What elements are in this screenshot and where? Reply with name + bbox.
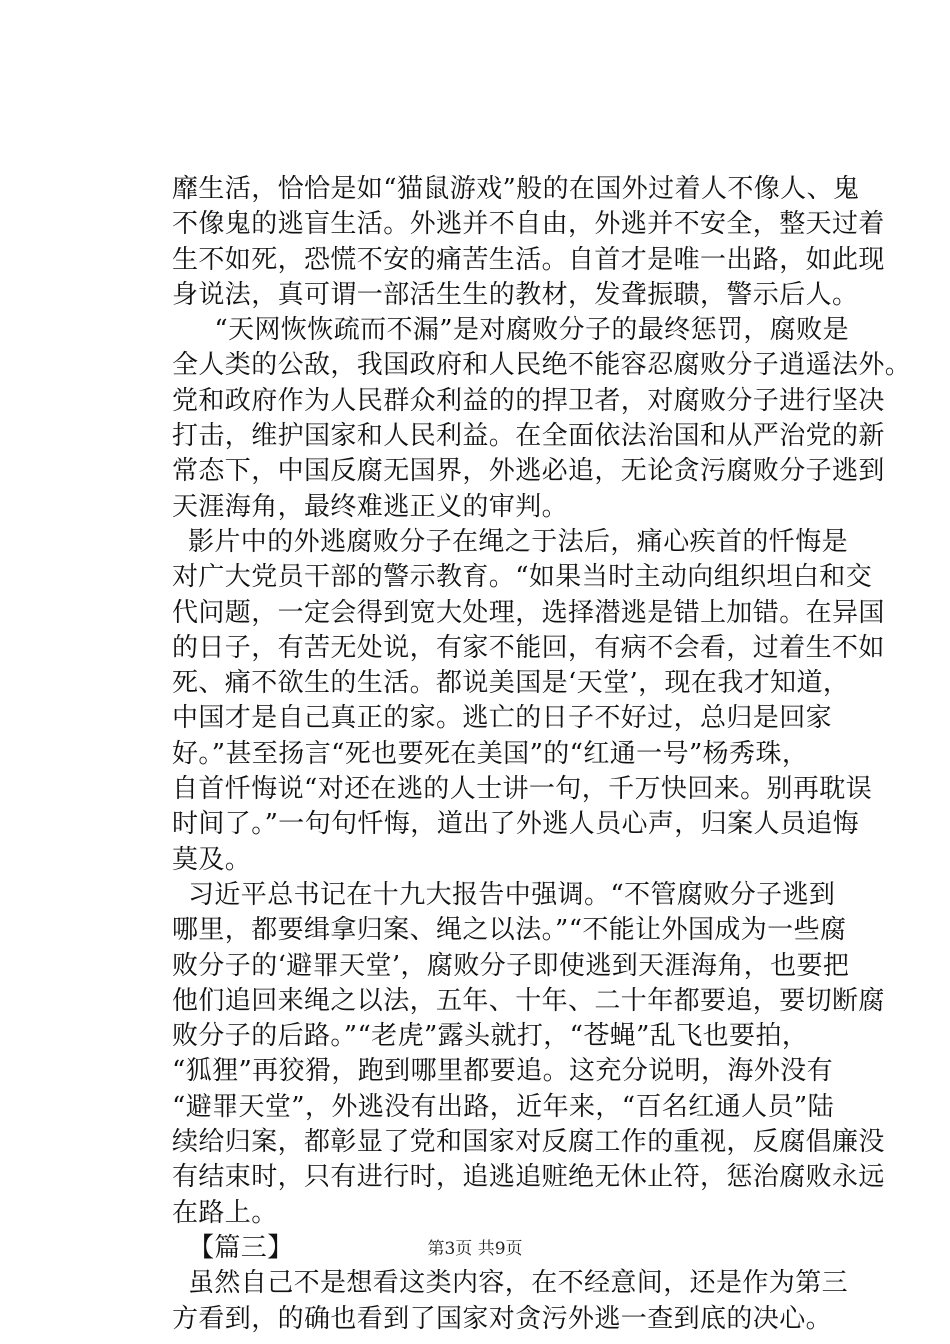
text-line: 自首忏悔说“对还在逃的人士讲一句，千万快回来。别再耽误 bbox=[172, 774, 873, 805]
text-line: 方看到，的确也看到了国家对贪污外逃一查到底的决心。 bbox=[172, 1303, 833, 1334]
text-line: 哪里，都要缉拿归案、绳之以法。”“不能让外国成为一些腐 bbox=[172, 915, 847, 946]
text-line: 的日子，有苦无处说，有家不能回，有病不会看，过着生不如 bbox=[172, 632, 885, 663]
text-line: 时间了。”一句句忏悔，道出了外逃人员心声，归案人员追悔 bbox=[172, 809, 860, 840]
text-line: 全人类的公敌，我国政府和人民绝不能容忍腐败分子逍遥法外。 bbox=[172, 350, 912, 381]
text-line: 对广大党员干部的警示教育。“如果当时主动向组织坦白和交 bbox=[172, 562, 873, 593]
text-line: 身说法，真可谓一部活生生的教材，发聋振聩，警示后人。 bbox=[172, 279, 859, 310]
text-line: “狐狸”再狡猾，跑到哪里都要追。这充分说明，海外没有 bbox=[172, 1056, 833, 1087]
text-line: 代问题，一定会得到宽大处理，选择潜逃是错上加错。在异国 bbox=[172, 597, 885, 628]
text-line: 靡生活，恰恰是如“猫鼠游戏”般的在国外过着人不像人、鬼 bbox=[172, 174, 860, 204]
text-line: 打击，维护国家和人民利益。在全面依法治国和从严治党的新 bbox=[172, 421, 885, 452]
text-line: 虽然自己不是想看这类内容，在不经意间，还是作为第三 bbox=[188, 1268, 849, 1299]
text-line: 他们追回来绳之以法，五年、十年、二十年都要追，要切断腐 bbox=[172, 985, 885, 1016]
text-line: 天涯海角，最终难逃正义的审判。 bbox=[172, 491, 569, 522]
text-line: 中国才是自己真正的家。逃亡的日子不好过，总归是回家 bbox=[172, 703, 833, 734]
text-line: 败分子的后路。”“老虎”露头就打，“苍蝇”乱飞也要拍， bbox=[172, 1021, 809, 1052]
text-line: 有结束时，只有进行时，追逃追赃绝无休止符，惩治腐败永远 bbox=[172, 1162, 885, 1193]
text-line: “天网恢恢疏而不漏”是对腐败分子的最终惩罚，腐败是 bbox=[188, 315, 849, 346]
text-line: 在路上。 bbox=[172, 1197, 278, 1228]
text-line: 常态下，中国反腐无国界，外逃必追，无论贪污腐败分子逃到 bbox=[172, 456, 885, 487]
section-heading: 【篇三】 bbox=[188, 1232, 294, 1263]
text-line: 好。”甚至扬言“死也要死在美国”的“红通一号”杨秀珠， bbox=[172, 738, 809, 769]
text-line: 习近平总书记在十九大报告中强调。“不管腐败分子逃到 bbox=[188, 879, 836, 910]
text-line: 莫及。 bbox=[172, 844, 252, 875]
document-body bbox=[172, 172, 912, 1337]
text-line: 党和政府作为人民群众利益的的捍卫者，对腐败分子进行坚决 bbox=[172, 385, 885, 416]
text-line: 败分子的‘避罪天堂’，腐败分子即使逃到天涯海角，也要把 bbox=[172, 950, 850, 981]
text-line: 死、痛不欲生的生活。都说美国是‘天堂’，现在我才知道， bbox=[172, 668, 850, 699]
text-line: 续给归案，都彰显了党和国家对反腐工作的重视，反腐倡廉没 bbox=[172, 1127, 885, 1158]
text-line: 影片中的外逃腐败分子在绳之于法后，痛心疾首的忏悔是 bbox=[188, 526, 849, 557]
page-footer: 第3页 共9页 bbox=[427, 1239, 523, 1259]
text-line: “避罪天堂”，外逃没有出路，近年来，“百名红通人员”陆 bbox=[172, 1091, 834, 1122]
text-line: 生不如死，恐慌不安的痛苦生活。自首才是唯一出路，如此现 bbox=[172, 244, 885, 275]
text-line: 不像鬼的逃盲生活。外逃并不自由，外逃并不安全，整天过着 bbox=[172, 209, 885, 240]
